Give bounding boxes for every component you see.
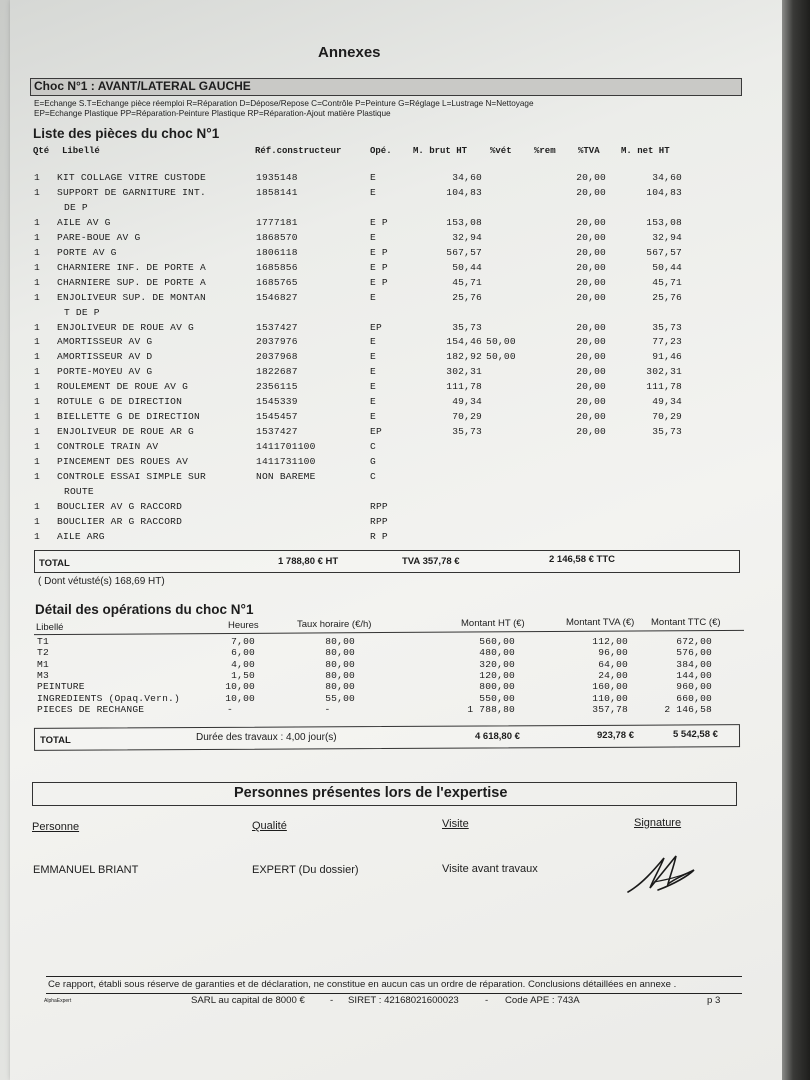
persons-header-visite: Visite [442,818,469,830]
part-ope: E P [370,246,388,258]
parts-total-label: TOTAL [39,558,70,569]
part-ref: 1806118 [256,246,298,258]
header-rem: %rem [534,146,556,156]
part-net: 302,31 [646,366,682,378]
part-tva: 20,00 [576,231,606,243]
operation-heures: 6,00 [231,647,255,659]
part-ref: 1537427 [256,426,298,438]
operation-tva: 112,00 [592,636,628,647]
dont-vetuste: ( Dont vétusté(s) 168,69 HT) [38,576,165,587]
part-tva: 20,00 [576,351,606,363]
operation-tva: 24,00 [598,670,628,682]
operation-ttc: 144,00 [676,670,712,682]
part-net: 77,23 [652,336,682,348]
part-ref: 1537427 [256,321,298,333]
part-ope: E [370,366,376,378]
operation-ht: 550,00 [479,692,515,704]
part-qte: 1 [34,530,40,542]
person-name: EMMANUEL BRIANT [33,864,139,876]
footer-siret: SIRET : 42168021600023 [348,995,459,1006]
part-libelle: AMORTISSEUR AV D [57,351,153,363]
part-qte: 1 [34,381,40,393]
part-ref: 1685856 [256,261,298,273]
person-visite: Visite avant travaux [442,863,538,875]
operations-section-title: Détail des opérations du choc N°1 [35,602,254,617]
part-libelle: CHARNIERE SUP. DE PORTE A [57,276,206,288]
operation-taux: 80,00 [325,670,355,682]
part-ope: E [370,336,376,348]
part-qte: 1 [34,515,40,527]
part-qte: 1 [34,336,40,348]
part-ope: E P [370,276,388,288]
part-ope: E [370,351,376,363]
part-libelle: ENJOLIVEUR DE ROUE AR G [57,426,195,438]
part-libelle: SUPPORT DE GARNITURE INT. [57,186,206,198]
part-libelle: ROULEMENT DE ROUE AV G [57,381,189,393]
header-tva: %TVA [578,146,600,156]
part-libelle: ROTULE G DE DIRECTION [57,396,183,408]
part-net: 567,57 [646,246,682,258]
persons-title: Personnes présentes lors de l'expertise [234,785,508,801]
operation-taux: 55,00 [325,692,355,704]
part-tva: 20,00 [576,321,606,333]
part-tva: 20,00 [576,216,606,228]
part-ope: C [370,441,376,453]
part-ope: E [370,231,376,243]
part-brut: 154,46 [446,336,482,348]
part-tva: 20,00 [576,291,606,303]
operation-ttc: 672,00 [676,636,712,647]
part-ope: EP [370,426,382,438]
part-brut: 153,08 [446,216,482,228]
operation-tva: 110,00 [592,692,628,704]
ops-total-ht: 4 618,80 € [475,731,520,742]
part-libelle: ENJOLIVEUR DE ROUE AV G [57,321,195,333]
part-ref: 1545457 [256,411,298,423]
operation-tva: 357,78 [592,704,628,716]
part-ref: 1546827 [256,291,298,303]
part-brut: 50,44 [452,261,482,273]
operation-ttc: 576,00 [676,647,712,659]
ops-header-taux: Taux horaire (€/h) [297,619,372,630]
part-tva: 20,00 [576,381,606,393]
footer-rule-top [46,976,742,977]
footer-company-logo: AlphaExpert [44,998,72,1004]
footer-rule-bottom [46,993,742,994]
part-ope: E [370,396,376,408]
operation-taux: 80,00 [325,636,355,647]
part-libelle: ENJOLIVEUR SUP. DE MONTAN [57,291,206,303]
operation-heures: 1,50 [231,670,255,682]
header-brut: M. brut HT [413,146,468,156]
part-brut: 35,73 [452,426,482,438]
part-ref: 1822687 [256,366,298,378]
ops-total-box [34,724,740,751]
part-libelle: CHARNIERE INF. DE PORTE A [57,261,206,273]
part-libelle: BOUCLIER AR G RACCORD [57,515,183,527]
operation-libelle: INGREDIENTS (Opaq.Vern.) [37,692,180,704]
parts-total-ttc: 2 146,58 € TTC [549,554,616,565]
ops-header-ht: Montant HT (€) [461,618,525,629]
header-vet: %vét [490,146,512,156]
part-ope: E P [370,261,388,273]
operation-taux: 80,00 [325,681,355,693]
part-brut: 111,78 [446,381,482,393]
part-ope: RPP [370,500,388,512]
part-ref: 1935148 [256,172,298,183]
part-ref: 2037968 [256,351,298,363]
part-libelle: T DE P [64,306,100,318]
part-brut: 49,34 [452,396,482,408]
part-libelle: BIELLETTE G DE DIRECTION [57,411,200,423]
part-ope: E [370,381,376,393]
part-brut: 45,71 [452,276,482,288]
footer-sep2: - [485,995,489,1006]
part-net: 153,08 [646,216,682,228]
part-ope: R P [370,530,388,542]
part-qte: 1 [34,186,40,198]
operation-taux: - [324,704,331,716]
page-title: Annexes [318,44,381,61]
part-net: 91,46 [652,351,682,363]
operation-heures: 4,00 [231,658,255,670]
part-ref: 1411731100 [256,456,316,468]
part-ope: E [370,172,376,183]
part-qte: 1 [34,471,40,482]
parts-section-title: Liste des pièces du choc N°1 [33,126,220,141]
part-ref: 1858141 [256,186,298,198]
part-tva: 20,00 [576,426,606,438]
part-ref: 1868570 [256,231,298,243]
operation-ttc: 384,00 [676,658,712,670]
operation-libelle: PEINTURE [37,681,85,693]
operation-tva: 96,00 [598,647,628,659]
part-ope: EP [370,321,382,333]
parts-total-box [34,550,740,573]
operation-ht: 1 788,80 [467,704,515,716]
part-qte: 1 [34,246,40,258]
part-brut: 182,92 [446,351,482,363]
part-libelle: CONTROLE ESSAI SIMPLE SUR [57,471,206,482]
part-ope: G [370,456,376,468]
part-qte: 1 [34,456,40,468]
footer-ape: Code APE : 743A [505,995,580,1006]
choc-title: Choc N°1 : AVANT/LATERAL GAUCHE [34,79,251,93]
operation-libelle: T1 [37,636,49,647]
operation-libelle: T2 [37,647,49,659]
part-qte: 1 [34,291,40,303]
part-vet: 50,00 [486,336,516,348]
operation-heures: 7,00 [231,636,255,647]
part-qte: 1 [34,351,40,363]
part-net: 45,71 [652,276,682,288]
part-libelle: PARE-BOUE AV G [57,231,141,243]
footer-sep1: - [330,995,334,1006]
operation-ht: 480,00 [479,647,515,659]
part-qte: 1 [34,396,40,408]
part-libelle: PORTE-MOYEU AV G [57,366,153,378]
part-qte: 1 [34,441,40,453]
ops-total-tva: 923,78 € [597,730,634,741]
persons-header-qualite: Qualité [252,820,287,832]
part-tva: 20,00 [576,172,606,183]
part-net: 104,83 [646,186,682,198]
parts-total-tva: TVA 357,78 € [402,556,460,567]
part-libelle: PORTE AV G [57,246,117,258]
operation-heures: 10,00 [225,681,255,693]
operation-tva: 160,00 [592,681,628,693]
part-qte: 1 [34,276,40,288]
part-net: 49,34 [652,396,682,408]
part-libelle: PINCEMENT DES ROUES AV [57,456,189,468]
ops-header-ttc: Montant TTC (€) [651,617,721,628]
part-ref: NON BAREME [256,471,316,482]
part-brut: 35,73 [452,321,482,333]
part-ref: 1685765 [256,276,298,288]
part-net: 50,44 [652,261,682,273]
header-net: M. net HT [621,146,670,156]
operation-ht: 120,00 [479,670,515,682]
part-vet: 50,00 [486,351,516,363]
part-net: 70,29 [652,411,682,423]
part-brut: 104,83 [446,186,482,198]
operation-ht: 800,00 [479,681,515,693]
part-qte: 1 [34,426,40,438]
operation-taux: 80,00 [325,658,355,670]
part-qte: 1 [34,411,40,423]
part-qte: 1 [34,261,40,273]
part-ref: 1545339 [256,396,298,408]
ops-total-ttc: 5 542,58 € [673,729,718,740]
part-tva: 20,00 [576,261,606,273]
part-net: 25,76 [652,291,682,303]
operation-ht: 320,00 [479,658,515,670]
part-qte: 1 [34,231,40,243]
part-ope: E [370,411,376,423]
part-libelle: KIT COLLAGE VITRE CUSTODE [57,172,206,183]
part-tva: 20,00 [576,276,606,288]
footer-page-number: p 3 [707,995,721,1006]
operation-libelle: M3 [37,670,49,682]
part-tva: 20,00 [576,186,606,198]
ops-header-libelle: Libellé [36,622,64,633]
part-libelle: DE P [64,201,88,213]
part-net: 111,78 [646,381,682,393]
parts-total-ht: 1 788,80 € HT [278,556,339,567]
part-tva: 20,00 [576,246,606,258]
part-ope: E [370,291,376,303]
ops-header-tva: Montant TVA (€) [566,617,635,628]
part-tva: 20,00 [576,411,606,423]
operation-legend-line1: E=Echange S.T=Echange pièce réemploi R=Réparation D=Dépose/Repose C=Contrôle P=Peinture G=Réglage L=Lustrage N=Nettoyage [34,99,534,108]
persons-header-personne: Personne [32,821,80,833]
header-libelle: Libellé [62,146,100,156]
part-brut: 567,57 [446,246,482,258]
part-qte: 1 [34,216,40,228]
part-net: 35,73 [652,426,682,438]
part-libelle: CONTROLE TRAIN AV [57,441,159,453]
operation-taux: 80,00 [325,647,355,659]
ops-total-duree: Durée des travaux : 4,00 jour(s) [196,732,337,743]
operation-ttc: 2 146,58 [664,704,712,716]
part-ope: RPP [370,515,388,527]
part-ref: 2356115 [256,381,298,393]
operation-tva: 64,00 [598,658,628,670]
part-net: 34,60 [652,172,682,183]
part-tva: 20,00 [576,366,606,378]
part-qte: 1 [34,500,40,512]
part-ope: C [370,471,376,482]
header-ref: Réf.constructeur [255,146,342,156]
part-libelle: AMORTISSEUR AV G [57,336,153,348]
part-brut: 32,94 [452,231,482,243]
part-brut: 34,60 [452,172,482,183]
operation-heures: 10,00 [225,692,255,704]
operation-ht: 560,00 [479,636,515,647]
part-ref: 2037976 [256,336,298,348]
part-brut: 302,31 [446,366,482,378]
part-tva: 20,00 [576,396,606,408]
part-libelle: BOUCLIER AV G RACCORD [57,500,183,512]
part-tva: 20,00 [576,336,606,348]
part-ope: E P [370,216,388,228]
handwritten-signature [624,848,700,898]
operation-ttc: 960,00 [676,681,712,693]
person-qualite: EXPERT (Du dossier) [252,864,359,876]
part-qte: 1 [34,366,40,378]
page-edge-shadow [782,0,810,1080]
part-libelle: ROUTE [64,485,94,497]
part-brut: 25,76 [452,291,482,303]
footer-sarl: SARL au capital de 8000 € [191,995,305,1006]
part-net: 32,94 [652,231,682,243]
part-brut: 70,29 [452,411,482,423]
operation-legend-line2: EP=Echange Plastique PP=Réparation-Peinture Plastique RP=Réparation-Ajout matière Plastique [34,109,391,118]
operation-libelle: M1 [37,658,49,670]
part-libelle: AILE ARG [57,530,105,542]
part-ope: E [370,186,376,198]
header-ope: Opé. [370,146,392,156]
part-net: 35,73 [652,321,682,333]
operation-heures: - [227,704,233,716]
part-ref: 1777181 [256,216,298,228]
part-ref: 1411701100 [256,441,316,453]
persons-header-signature: Signature [634,817,682,829]
ops-total-label: TOTAL [40,735,71,746]
part-qte: 1 [34,172,40,183]
part-qte: 1 [34,321,40,333]
header-qte: Qté [33,146,50,156]
operation-libelle: PIECES DE RECHANGE [37,704,145,716]
part-libelle: AILE AV G [57,216,111,228]
operation-ttc: 660,00 [676,692,712,704]
ops-header-heures: Heures [228,620,259,631]
footer-note: Ce rapport, établi sous réserve de garanties et de déclaration, ne constitue en aucun cas un ordre de réparation. Conclusions détaillées en annexe . [48,979,677,990]
